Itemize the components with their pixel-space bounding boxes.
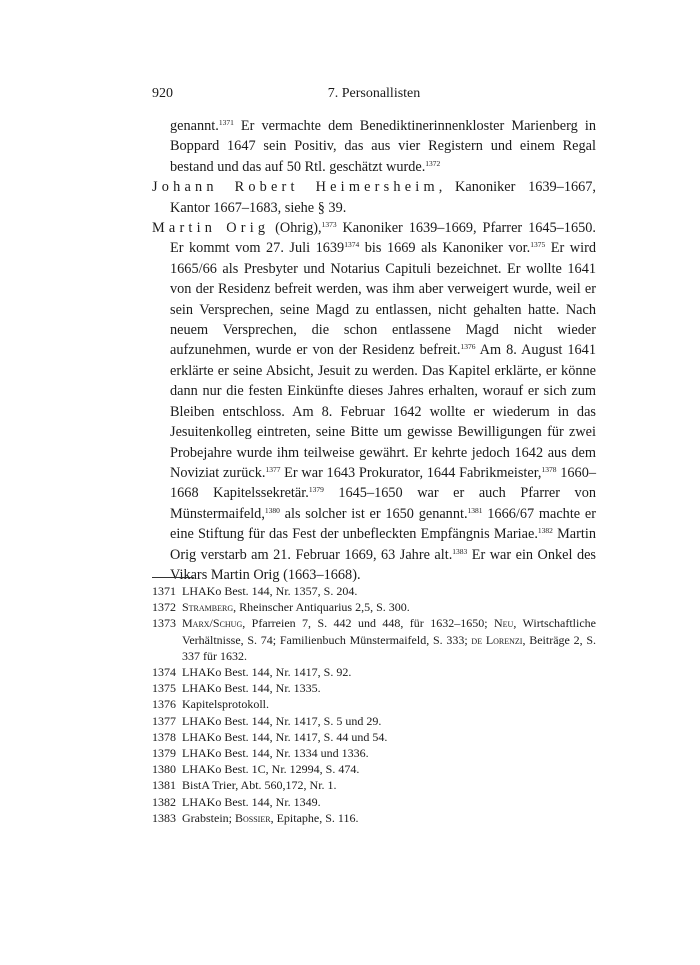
footnote: 1371 LHAKo Best. 144, Nr. 1357, S. 204. — [152, 584, 358, 598]
footnote-ref[interactable]: 1372 — [425, 158, 441, 168]
footnote-ref[interactable]: 1371 — [218, 118, 234, 127]
footnote-ref[interactable]: 1383 — [452, 546, 468, 556]
footnote: 1379 LHAKo Best. 144, Nr. 1334 und 1336. — [152, 746, 369, 761]
footnote-ref[interactable]: 1382 — [537, 526, 553, 536]
person-name: Martin Orig — [152, 220, 270, 237]
footnote-ref[interactable]: 1373 — [321, 220, 337, 230]
footnote: 1374 LHAKo Best. 144, Nr. 1417, S. 92. — [152, 665, 352, 680]
footnote-ref[interactable]: 1380 — [264, 505, 280, 515]
person-entry-heimersheim: Johann Robert Heimersheim, Kanoniker 1639–1667, Kantor 1667–1683, siehe § 39. — [152, 179, 596, 216]
paragraph-continuation: genannt.$^{1371}$ Er vermachte dem Benediktinerinnenkloster Marienberg in Boppard 1647 sein Positiv, das aus vier Registern und einem Regal bestand und das auf 50 Rtl. geschätzt wurde.$^{1372}$ — [170, 118, 596, 175]
footnote: 1380 LHAKo Best. 1C, Nr. 12994, S. 474. — [152, 762, 360, 777]
running-title: 7. Personallisten — [327, 86, 421, 101]
page-header — [152, 84, 596, 104]
page-number: 920 — [152, 86, 173, 101]
footnote-ref[interactable]: 1376 — [460, 342, 476, 352]
footnotes — [152, 583, 596, 826]
footnote-ref[interactable]: 1374 — [344, 240, 360, 250]
main-text — [152, 116, 596, 585]
footnote: 1383 Grabstein; Bossier, Epitaphe, S. 116. — [152, 810, 359, 825]
footnote: 1381 BistA Trier, Abt. 560,172, Nr. 1. — [152, 778, 337, 793]
footnote: 1373 Marx/Schug, Pfarreien 7, S. 442 und 448, für 1632–1650; Neu, Wirtschaftliche Verhältnisse, S. 74; Familienbuch Münstermaifeld, S. 333; de Lorenzi, Beiträge 2, S. 337 für 1632. — [152, 616, 596, 663]
footnote-ref[interactable]: 1379 — [308, 485, 324, 495]
person-entry-orig: Martin Orig (Ohrig),$^{1373}$ Kanoniker 1639–1669, Pfarrer 1645–1650. Er kommt vom 27. Juli $1639^{1374}$ bis 1669 als Kanoniker vor.$^{1375}$ Er wird 1665/66 als Presbyter und Notarius Capituli bezeichnet. Er wollte 1641 von der Residenz befreit werden, was ihm aber verweigert wurde, weil er sein Versprechen, seine Magd zu entlassen, nicht gehalten hatte. Nach neuem Versprechen, die schon entlassene Magd nicht wieder aufzunehmen, wurde er von der Residenz befreit.$^{1376}$ Am 8. August 1641 erklärte er seine Absicht, Jesuit zu werden. Das Kapitel erklärte, er könne dann nur die festen Einkünfte dieses Jahres erhalten, worauf er sich zum Bleiben entschloss. Am 8. Februar 1642 wollte er wiederum in das Jesuitenkolleg eintreten, seine Bitte um gewisse Bewilligungen für zwei Probejahre wurde ihm teilweise gewährt. Er kehrte jedoch 1642 aus dem Noviziat zurück.$^{1377}$ Er war 1643 Prokurator, 1644 Fabrikmeister,$^{1378}$ 1660–1668 Kapitelssekretär.$^{1379}$ 1645–1650 war er auch Pfarrer von Münstermaifeld,$^{1380}$ als solcher ist er 1650 genannt.$^{1381}$ 1666/67 machte er eine Stiftung für das Fest der unbefleckten Empfängnis Mariae.$^{1382}$ Martin Orig verstarb am 21. Februar 1669, 63 Jahre alt.$^{1383}$ Er war ein Onkel des Vikars Martin Orig (1663–1668). — [152, 220, 597, 583]
footnote: 1376 Kapitelsprotokoll. — [152, 697, 269, 712]
footnote-ref[interactable]: 1375 — [530, 240, 546, 250]
footnote-ref[interactable]: 1378 — [541, 464, 557, 474]
footnote-ref[interactable]: 1377 — [265, 464, 281, 474]
footnote: 1377 LHAKo Best. 144, Nr. 1417, S. 5 und 29. — [152, 713, 382, 728]
footnote: 1375 LHAKo Best. 144, Nr. 1335. — [152, 681, 321, 696]
footnote-ref[interactable]: 1381 — [467, 505, 483, 515]
footnote: 1372 Stramberg, Rheinscher Antiquarius 2,5, S. 300. — [152, 600, 410, 615]
footnote-divider — [152, 577, 194, 578]
footnote: 1378 LHAKo Best. 144, Nr. 1417, S. 44 und 54. — [152, 729, 388, 744]
person-name: Johann Robert Heimersheim — [152, 179, 439, 196]
footnote: 1382 LHAKo Best. 144, Nr. 1349. — [152, 794, 321, 809]
